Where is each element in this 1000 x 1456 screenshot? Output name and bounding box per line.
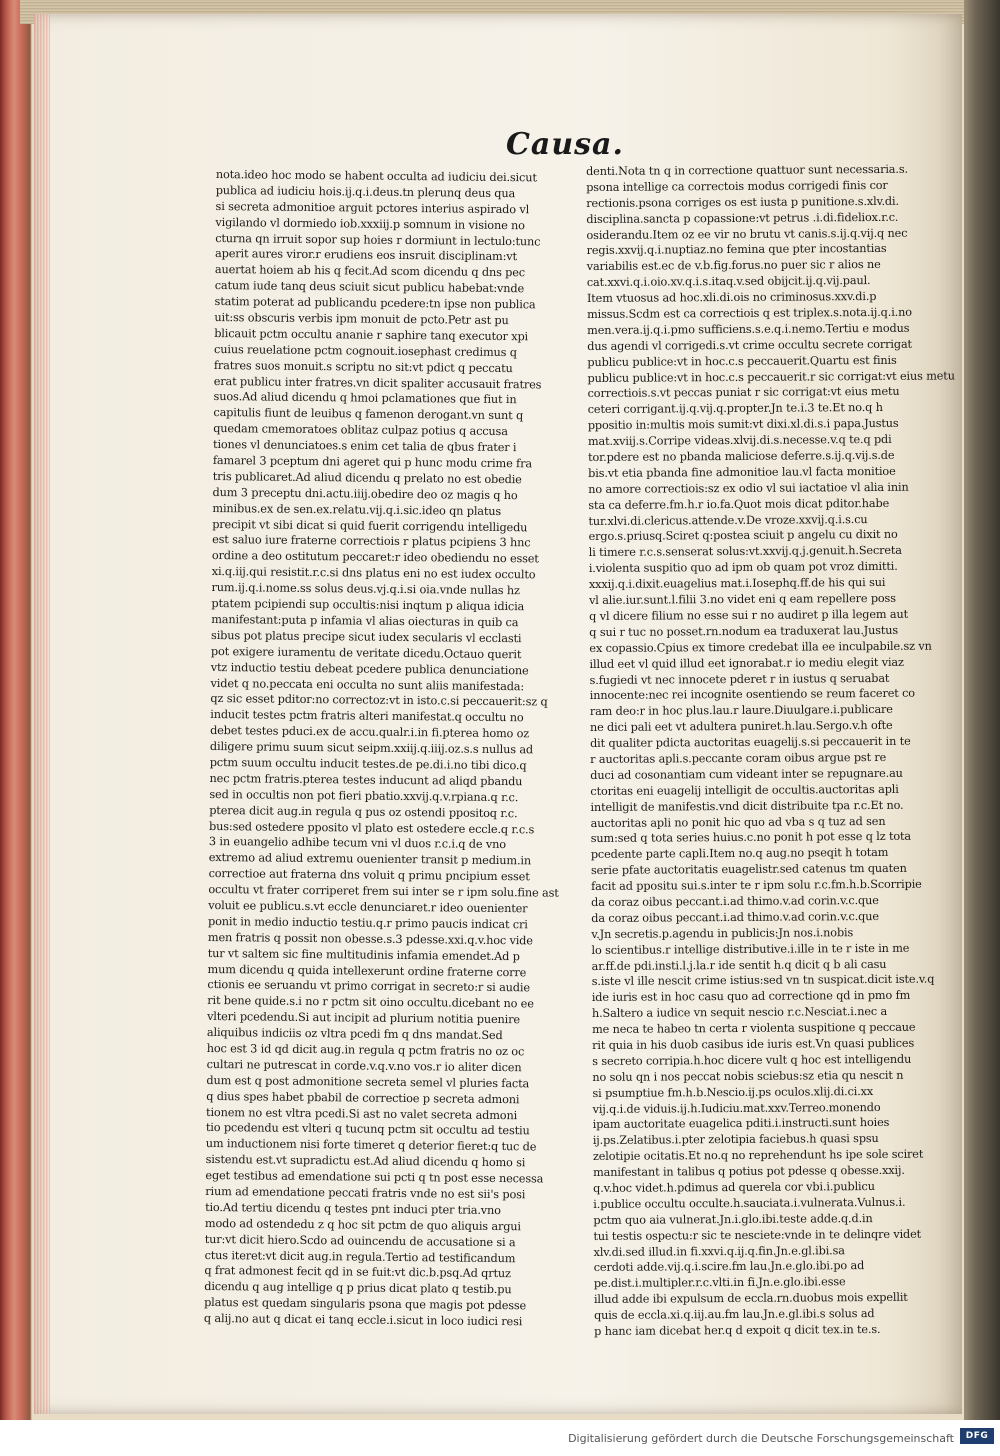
text-line: s.fugiedi vt nec innocete pderet r in iustus q seruabat [589,671,890,687]
text-line: intelligit de manifestis.vnd dicit distribuite tpa r.c.Et no. [590,798,904,814]
text-line: tionem no est vltra pcedi.Si ast no valet secreta admoni [206,1105,518,1122]
text-line: missus.Scdm est ca correctiois q est triplex.s.nota.ij.q.i.no [587,305,912,322]
text-line: catum iude tanq deus sciuit sicut publicu habebat:vnde [214,279,525,296]
text-line: capitulis fiunt de leuibus q famenon derogant.vn sunt q [213,406,524,423]
text-line: minibus.ex de sen.ex.relatu.vij.q.i.sic.ideo qn platus [212,501,502,518]
text-line: lo scientibus.r intellige distributive.i.ille in te r iste in me [591,941,910,957]
text-line: statim poterat ad publicandu pcedere:tn ipse non publica [214,295,536,312]
text-line: ide iuris est in hoc casu quo ad correctione qd in pmo fm [591,989,911,1005]
text-line: ram deo:r in hoc plus.lau.r laure.Diuulgare.i.publicare [589,703,893,719]
text-line: ij.ps.Zelatibus.i.pter zelotipia faciebus.h quasi spsu [592,1132,879,1148]
text-line: q.v.hoc videt.h.pdimus ad querela cor vbi.i.publicu [593,1180,875,1195]
dfg-logo: DFG [960,1428,994,1444]
text-line: famarel 3 pceptum dni ageret qui p hunc modu crime fra [212,454,533,471]
text-line: cerdoti adde.vij.q.i.scire.fm lau.Jn.e.glo.ibi.po ad [593,1259,865,1275]
text-line: pcedente parte capli.Item no.q aug.no pseqit h totam [590,846,889,862]
text-line: aliquibus indiciis oz vltra pcedi fm q dns mandat.Sed [206,1026,503,1043]
text-line: innocente:nec rei incognite osentiendo se reum faceret co [589,687,915,703]
text-line: q vl dicere filium no esse sui r no audiret p illa legem aut [589,607,909,623]
text-line: si psumptiue fm.h.b.Nescio.ij.ps oculos.xlij.di.ci.xx [592,1084,874,1100]
text-line: tio pcedendu est vlteri q tucunq pctm sit occultu ad testiu [205,1121,530,1138]
text-line: videt q no.peccata eni occulta no sunt aliis manifestada: [210,676,525,693]
book-gutter-right [964,0,1000,1420]
text-line: quedam cmemoratoes oblitaz culpaz potius q accusa [213,422,508,439]
text-line: publica ad iudiciu hois.ij.q.i.deus.tn plerunq deus qua [215,183,516,201]
text-line: tor.pdere est no pbanda maliciose deferre.s.ij.q.vij.s.de [588,448,895,465]
text-line: aperit aures viror.r erudiens eos insruit disciplinam:vt [215,247,518,264]
text-line: men fratris q possit non obesse.s.3 pdesse.xxi.q.v.hoc vide [207,930,533,948]
text-line: vij.q.i.de viduis.ij.h.Iudiciu.mat.xxv.Terreo.monendo [592,1100,881,1116]
text-line: vl alie.iur.sunt.l.filii 3.no videt eni q eam repellere poss [589,591,896,608]
text-line: eget testibus ad emendatione sui pcti q tn post esse necessa [205,1169,544,1186]
text-line: tur vt saltem sic fine multitudinis infamia emendet.Ad p [207,946,520,963]
text-line: ponit in medio inductio testiu.q.r primo paucis indicat cri [208,914,528,932]
text-line: fratres suos monuit.s scriptu no sit:vt pdict q peccatu [213,358,513,375]
text-line: debet testes pduci.ex de accu.qualr.i.in fi.pterea homo oz [210,724,530,741]
text-line: regis.xxvij.q.i.nuptiaz.no femina que pter incostantias [586,242,887,258]
text-line: rectionis.psona corriges os est iusta p punitione.s.xlv.di. [586,194,899,210]
left-text-column [203,167,559,1330]
text-line: xi.q.iij.qui resistit.r.c.si dns platus eni no est iudex occulto [211,565,536,582]
text-line: osiderandu.Item oz ee vir no brutu vt canis.s.ij.q.vij.q nec [586,226,908,242]
text-line: tui testis ospectu:r sic te nesciete:vnde in te delinqre videt [593,1227,922,1243]
text-line: v.Jn secretis.p.agendu in publicis:Jn nos.i.nobis [591,925,854,941]
text-line: um inductionem nisi forte timeret q deterior fieret:q tuc de [205,1137,537,1154]
text-line: sibus pot platus precipe sicut iudex secularis vl ecclasti [211,628,522,646]
page-header-title: Causa. [506,127,624,162]
text-line: voluit ee publicu.s.vt eccle denunciaret.r ideo ouenienter [208,898,528,916]
text-line: illud eet vl quid illud eet ignorabat.r io mediu elegit viaz [589,655,904,671]
text-line: cturna qn irruit sopor sup hoies r dormiunt in lectulo:tunc [215,231,541,248]
text-line: q sui r tuc no posset.rn.nodum ea traduxerat lau.Justus [589,623,899,639]
text-line: xlv.di.sed illud.in fi.xxvi.q.ij.q.fin.Jn.e.gl.ibi.sa [593,1243,845,1259]
text-line: dum 3 preceptu dni.actu.iiij.obedire deo oz magis q ho [212,485,518,502]
text-line: pctm suum occultu inducit testes.de pe.di.i.no tibi dico.q [209,755,527,773]
text-line: i.violenta suspitio quo ad ipm ob quam pot vroz dimitti. [588,560,898,576]
text-line: tris publicaret.Ad aliud dicendu q prelato no est obedie [212,469,522,487]
text-line: p hanc iam dicebat her.q d expoit q dicit tex.in te.s. [594,1322,881,1338]
text-line: tio.Ad tertiu dicendu q testes pnt induci pter tria.vno [205,1200,501,1217]
text-line: pterea dicit aug.in regula q pus oz ostendi ppositoq r.c. [209,803,518,820]
text-line: cuius reuelatione pctm cognouit.iosephast credimus q [214,342,517,359]
text-line: q dius spes habet pbabil de correctioe p secreta admoni [206,1089,520,1106]
text-line: cultari ne putrescat in corde.v.q.v.no vos.r io aliter dicen [206,1057,522,1075]
text-line: tiones vl denunciatoes.s enim cet talia de qbus frater i [213,438,517,455]
text-line: dum est q post admonitione secreta semel vl pluries facta [206,1073,530,1091]
right-text-column [586,162,955,1340]
text-line: rum.ij.q.i.nome.ss solus deus.vj.q.i.si oia.vnde nullas hz [211,581,520,598]
text-line: qz sic esset pditor:no correctoz:vt in isto.c.si peccauerit:sz q [210,692,548,709]
text-line: no amore correctiois:sz ex odio vl sui iactatioe vl alia inin [588,480,909,496]
text-line: ipam auctoritate euagelica pditi.i.instructi.sunt hoies [592,1116,890,1132]
text-line: dit qualiter pdicta auctoritas euagelij.s.si peccauerit in te [590,734,911,751]
text-line: q alij.no aut q dicat ei tanq eccle.i.sicut in loco iudici resi [203,1312,523,1329]
text-line: manifestant in talibus q potius pot pdesse q obesse.xxij. [592,1163,905,1180]
text-line: ptatem pcipiendi sup occultis:nisi inqtum p aliqua idicia [211,597,525,614]
text-line: denti.Nota tn q in correctione quattuor sunt necessaria.s. [586,162,908,178]
text-line: ceteri corrigant.ij.q.vij.q.propter.Jn te.i.3 te.Et no.q h [587,401,883,417]
text-line: manifestant:puta p infamia vl alias oiecturas in quib ca [211,612,519,630]
text-line: rium ad emendatione peccati fratris vnde no est sii's posi [205,1184,526,1202]
text-line: da coraz oibus peccant.i.ad thimo.v.ad corin.v.c.que [591,893,879,909]
text-line: zelotipie ocitatis.Et no.q no reprehendunt hs ipe sole sciret [592,1147,924,1164]
text-line: serie pfate auctoritatis euagelistr.sed catenus tm quaten [590,861,907,878]
text-line: r auctoritas apli.s.peccante coram oibus argue pst re [590,750,887,766]
text-line: ordine a deo ostitutum peccaret:r ideo obediendu no esset [211,549,539,566]
text-line: ctoritas eni euagelij intelligit de occultis.auctoritas apli [590,782,899,798]
text-line: correctiois.s.vt peccas puniat r sic corrigat:vt eius metu [587,385,900,401]
text-line: auertat hoiem ab his q fecit.Ad scom dicendu q dns pec [214,263,526,280]
text-line: me neca te habeo tn certa r violenta suspitione q peccaue [591,1020,916,1037]
text-line: publicu publice:vt in hoc.c.s peccauerit.r sic corrigat:vt eius metu [587,369,955,385]
text-line: modo ad ostendedu z q hoc sit pctm de quo aliquis argui [204,1216,521,1234]
text-line: ctus iteret:vt dicit aug.in regula.Tertio ad testificandum [204,1248,516,1265]
text-line: bus:sed ostedere pposito vl plato est ostedere eccle.q r.c.s [209,819,535,836]
text-line: psona intellige ca correctois modus corrigedi finis cor [586,178,888,194]
text-line: i.publice occultu occulte.h.sauciata.i.vulnerata.Vulnus.i. [593,1195,906,1211]
text-line: inducit testes pctm fratris alteri manifestat.q occultu no [210,708,524,725]
text-line: blicauit pctm occultu ananie r saphire tanq executor xpi [214,326,529,344]
text-line: ctionis ee seruandu vt primo corrigat in secreto:r si audie [207,978,530,995]
text-line: pe.dist.i.multipler.r.c.vlti.in fi.Jn.e.glo.ibi.esse [593,1275,846,1291]
text-line: publicu publice:vt in hoc.c.s peccauerit.Quartu est finis [587,353,897,369]
text-line: erat publicu inter fratres.vn dicit spaliter accusauit fratres [213,374,542,391]
text-line: tur:vt dicit hiero.Scdo ad ouincendu de accusatione si a [204,1232,516,1249]
text-line: dus agendi vl corrigedi.s.vt crime occultu secrete corrigat [587,337,912,353]
text-line: sum:sed q tota series huius.c.no ponit h pot esse q lz tota [590,830,912,846]
text-line: rit quia in his duob casibus ide iuris est.Vn quasi publices [592,1036,915,1052]
text-line: bis.vt etia pbanda fine admonitioe lau.vl facta monitioe [588,464,896,480]
text-line: s.iste vl ille nescit crime istius:sed vn tn suspicat.dicit iste.v.q [591,973,935,989]
text-line: diligere primu suum sicut seipm.xxiij.q.iiij.oz.s.s nullus ad [209,740,534,757]
text-line: no solu qn i nos peccat nobis sciebus:sz etia qu nescit n [592,1068,904,1084]
text-line: uit:ss obscuris verbis ipm monuit de pcto.Petr ast pu [214,311,509,328]
text-line: mum dicendu q quida intellexerunt ordine fraterne corre [207,962,527,979]
text-line: disciplina.sancta p copassione:vt petrus .i.di.fideliox.r.c. [586,210,899,226]
text-line: vigilando vl dormiedo iob.xxxiij.p somnum in visione no [215,215,525,232]
text-line: mat.xviij.s.Corripe videas.xlvij.di.s.necesse.v.q te.q pdi [587,433,892,449]
text-line: pctm quo aia vulnerat.Jn.i.glo.ibi.teste adde.q.d.in [593,1211,873,1227]
text-line: dicendu q aug intellige q p prius dicat plato q testib.pu [204,1280,512,1297]
text-line: men.vera.ij.q.i.pmo sufficiens.s.e.q.i.nemo.Tertiu e modus [587,321,910,337]
text-line: ne dici pali eet vt adultera puniret.h.lau.Sergo.v.h ofte [589,719,893,735]
text-line: pot exigere iuramentu de veritate dicedu.Octauo querit [210,644,522,661]
text-line: h.Saltero a iudice vn sequit nescio r.c.Nesciat.i.nec a [591,1005,888,1021]
text-line: auctoritas apli no ponit hic quo ad vba s q tuz ad sen [590,814,886,830]
text-line: occultu vt frater corriperet frem sui inter se r ipm solu.fine ast [208,883,559,900]
text-line: sed in occultis non pot fieri pbatio.xxvij.q.v.rpiana.q r.c. [209,787,519,804]
text-line: precipit vt sibi dicat si quid fuerit corrigendu intelligedu [212,517,528,534]
text-line: ppositio in:multis mois sumit:vt dixi.xl.di.s.i papa.Justus [587,417,899,433]
text-line: suos.Ad aliud dicendu q hmoi pclamationes que fiut in [213,390,517,407]
footer-credit: Digitalisierung gefördert durch die Deutsche Forschungsgemeinschaft [568,1432,954,1445]
text-line: platus est quedam singularis psona que magis pot pdesse [204,1296,527,1313]
text-line: rit bene quide.s.i no r pctm sit oino occultu.dicebant no ee [207,994,534,1011]
text-line: ergo.s.priusq.Sciret q:postea sciuit p angelu cu dixit no [588,528,898,544]
text-line: vlteri pcedendu.Si aut incipit ad plurium notitia puenire [207,1010,520,1027]
text-line: quis de eccla.xi.q.iij.au.fm lau.Jn.e.gl.ibi.s solus ad [593,1307,875,1323]
text-line: illud adde ibi expulsum de eccla.rn.duobus mois expellit [593,1291,908,1307]
text-line: tur.xlvi.di.clericus.attende.v.De vroze.xxvij.q.i.s.cu [588,512,868,528]
text-line: si secreta admonitioe arguit pctores interius aspirado vl [215,199,530,217]
text-line: Item vtuosus ad hoc.xli.di.ois no criminosus.xxv.di.p [586,290,877,306]
text-line: xxxij.q.i.dixit.euagelius mat.i.Iosephq.ff.de his qui sui [588,576,886,592]
text-line: li timere r.c.s.senserat solus:vt.xxvij.q.j.genuit.h.Secreta [588,544,902,560]
page-edge-lines [34,14,50,1414]
text-line: extremo ad aliud extremu ouenienter transit p medium.in [208,851,532,868]
text-line: da coraz oibus peccant.i.ad thimo.v.ad corin.v.c.que [591,909,879,925]
text-line: ar.ff.de pdi.insti.l.j.la.r ide sentit h.q dicit q b ali casu [591,957,887,973]
text-line: s secreto corripia.h.hoc dicere vult q hoc est intelligendu [592,1052,912,1068]
text-line: variabilis est.ec de v.b.fig.forus.no puer sic r alios ne [586,258,881,274]
text-line: ex copassio.Cpius ex timore credebat illa ee inculpabile.sz vn [589,639,932,655]
text-line: facit ad ppositu sui.s.inter te r ipm solu r.c.fm.h.b.Scorripie [590,877,922,894]
text-line: 3 in euangelio adhibe tecum vni vl duos r.c.i.q de vno [208,835,506,852]
text-line: nota.ideo hoc modo se habent occulta ad iudiciu dei.sicut [215,167,537,185]
text-line: sistendu est.vt supradictu est.Ad aliud dicendu q homo si [205,1153,526,1170]
text-line: est saluo iure fraterne correctiois r platus pcipiens 3 hnc [212,533,531,550]
text-line: hoc est 3 id qd dicit aug.in regula q pctm fratris no oz oc [206,1041,525,1059]
text-line: nec pctm fratris.pterea testes inducunt ad aliqd pbandu [209,771,523,789]
text-line: q frat admonest fecit qd in se fuit:vt dic.b.psq.Ad qrtuz [204,1264,511,1281]
text-line: vtz inductio testiu debeat pcedere publica denunciatione [210,660,529,677]
text-line: cat.xxvi.q.i.oio.xv.q.i.s.itaq.v.sed obijcit.ij.q.vij.paul. [586,274,871,290]
text-line: duci ad cosonantiam cum videant inter se repugnare.au [590,766,903,782]
text-line: sta ca deferre.fm.h.r io.fa.Quot mois dicat pditor.habe [588,496,890,512]
text-line: correctioe aut fraterna dns voluit q primu pncipium esset [208,867,530,884]
